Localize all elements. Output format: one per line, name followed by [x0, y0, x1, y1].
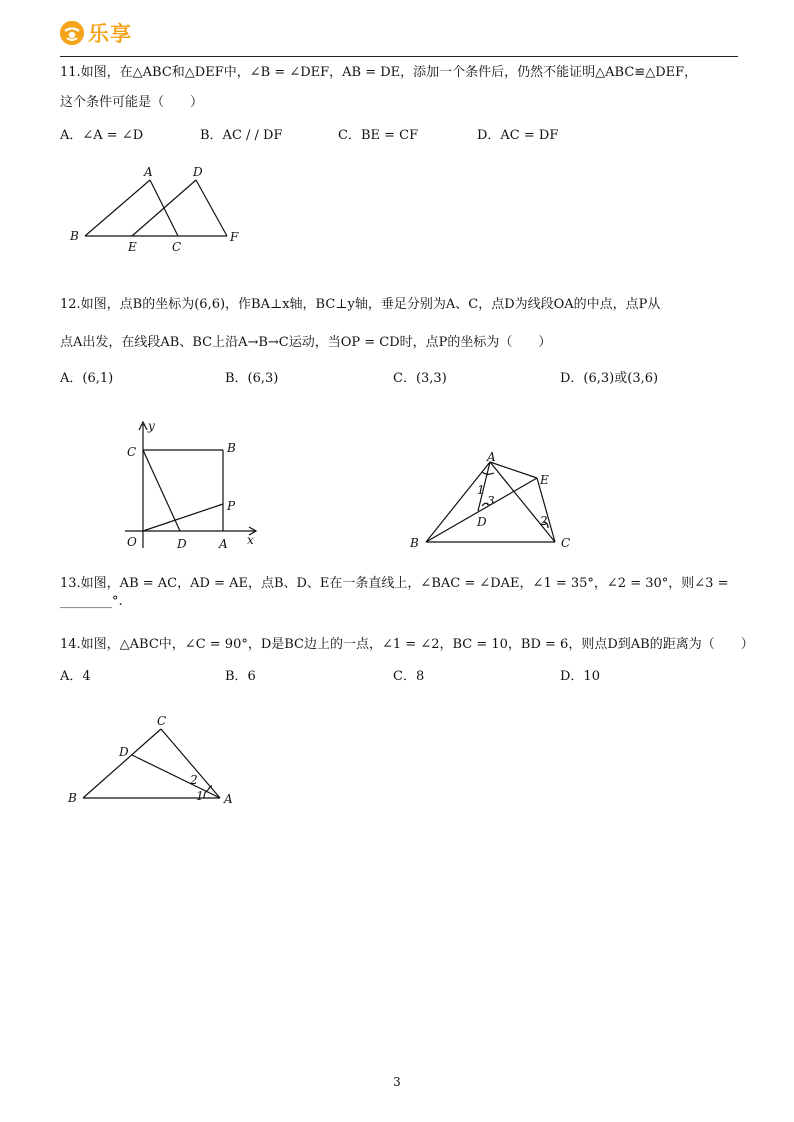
q12-line2: 点A出发，在线段AB、BC上沿A→B→C运动，当OP = CD时，点P的坐标为（ ）: [60, 335, 552, 350]
q13-label-b: B: [410, 536, 419, 550]
q14-figure: [62, 712, 247, 812]
q13-label-d: D: [477, 515, 487, 529]
q14-text: 14.如图，△ABC中，∠C = 90°，D是BC边上的一点，∠1 = ∠2，BC = 10，BD = 6，则点D到AB的距离为（ ）: [60, 637, 754, 652]
q13-label-a: A: [487, 450, 496, 464]
q11-options: [60, 127, 740, 145]
page-header: [60, 18, 738, 58]
brand-logo: [60, 18, 132, 48]
q14-label-2: 2: [190, 773, 198, 787]
q12-line-cd: [143, 450, 180, 531]
q11-line-df: [196, 180, 227, 236]
q13-label-3: 3: [487, 494, 495, 508]
q12-option-b[interactable]: B．(6,3): [225, 371, 279, 386]
q12-label-a: A: [219, 537, 228, 551]
q11-line-ba: [85, 180, 150, 236]
q12-label-d: D: [177, 537, 187, 551]
q14-option-a[interactable]: A．4: [60, 669, 91, 684]
q12-option-c[interactable]: C．(3,3): [393, 371, 447, 386]
q14-option-d[interactable]: D．10: [560, 669, 600, 684]
q12-label-o: O: [127, 535, 137, 549]
q11-figure: [60, 160, 260, 260]
q13-label-e: E: [540, 473, 549, 487]
q14-label-d: D: [119, 745, 129, 759]
q12-option-d[interactable]: D．(6,3)或(3,6): [560, 371, 659, 386]
q11-line-ed: [132, 180, 196, 236]
q13-figure: [405, 448, 585, 554]
q12-option-a[interactable]: A．(6,1): [60, 371, 114, 386]
q14-label-1: 1: [196, 789, 204, 803]
logo-icon: [60, 21, 84, 45]
q14-options: [60, 668, 740, 686]
q14-option-b[interactable]: B．6: [225, 669, 256, 684]
q13-label-1: 1: [477, 483, 485, 497]
q11-label-f: F: [230, 230, 239, 244]
q11-option-b[interactable]: B．AC / / DF: [200, 128, 283, 143]
q14-label-c: C: [157, 714, 167, 728]
q11-label-e: E: [128, 240, 137, 254]
q12-line-op: [143, 504, 223, 531]
page-number: 3: [393, 1075, 401, 1089]
q11-line1: 11.如图，在△ABC和△DEF中，∠B = ∠DEF，AB = DE，添加一个条件后，仍然不能证明△ABC≌△DEF，: [60, 65, 698, 80]
q11-line2: 这个条件可能是（ ）: [60, 95, 204, 110]
q13-line-ec: [537, 478, 555, 542]
header-divider: [60, 56, 738, 57]
q14-option-c[interactable]: C．8: [393, 669, 425, 684]
q12-label-b: B: [227, 441, 236, 455]
q14-line-ca: [161, 729, 220, 798]
q11-label-a: A: [144, 165, 153, 179]
q12-figure: [115, 418, 275, 556]
q11-label-c: C: [172, 240, 182, 254]
q11-option-d[interactable]: D．AC = DF: [477, 128, 559, 143]
q12-line1: 12.如图，点B的坐标为(6,6)，作BA⊥x轴，BC⊥y轴，垂足分别为A、C，点D为线段OA的中点，点P从: [60, 297, 661, 312]
q11-option-c[interactable]: C．BE = CF: [338, 128, 419, 143]
q14-label-a: A: [224, 792, 233, 806]
q12-label-y: y: [148, 419, 155, 433]
q12-options: [60, 370, 740, 388]
q12-label-x: x: [247, 533, 254, 547]
q13-text: 13.如图，AB = AC，AD = AE，点B、D、E在一条直线上，∠BAC = ∠DAE，∠1 = 35°，∠2 = 30°，则∠3 = ________°.: [60, 576, 729, 609]
q12-label-p: P: [227, 499, 236, 513]
logo-text: 乐享: [88, 22, 132, 46]
q11-label-d: D: [193, 165, 203, 179]
q11-option-a[interactable]: A．∠A = ∠D: [60, 128, 144, 143]
q12-label-c: C: [127, 445, 137, 459]
q13-label-2: 2: [540, 514, 548, 528]
q11-label-b: B: [70, 229, 79, 243]
q13-label-c: C: [561, 536, 571, 550]
q14-label-b: B: [68, 791, 77, 805]
